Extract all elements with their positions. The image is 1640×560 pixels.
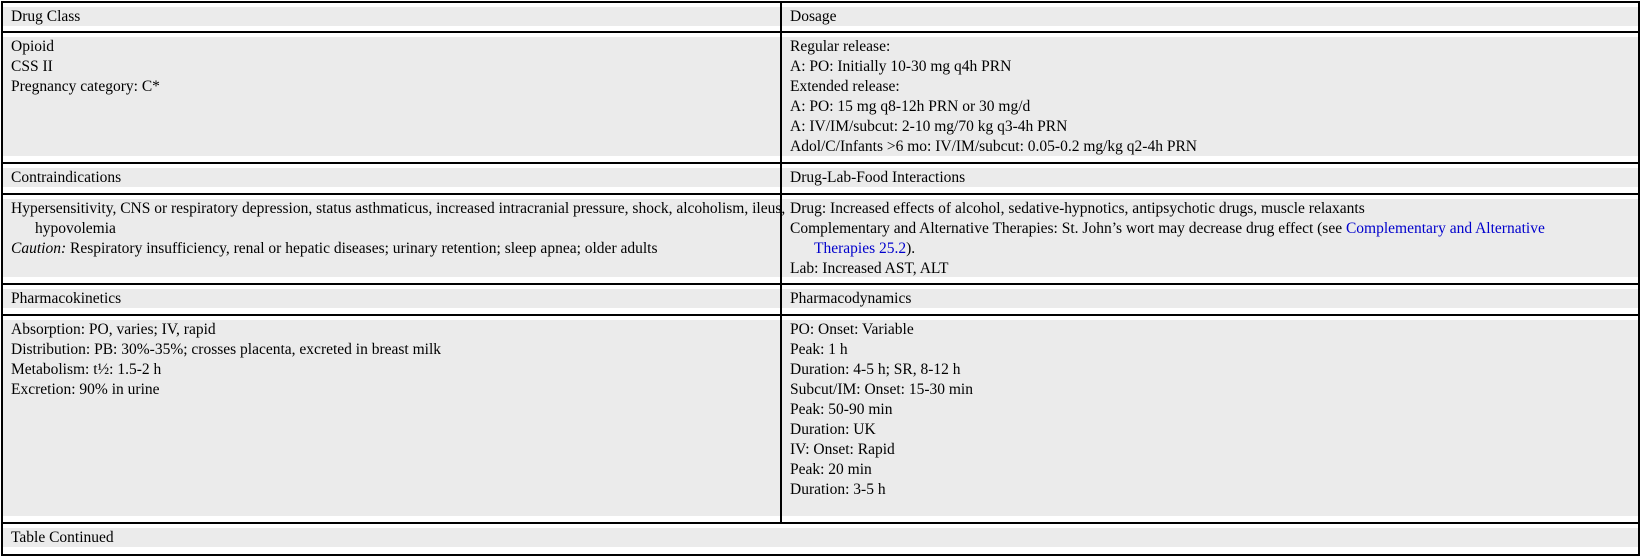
pharmacodynamics-line: Duration: 4-5 h; SR, 8-12 h	[790, 360, 961, 378]
dosage-line: A: IV/IM/subcut: 2-10 mg/70 kg q3-4h PRN	[790, 118, 1068, 136]
pharmacodynamics-line: Peak: 1 h	[790, 340, 848, 358]
dosage-line: A: PO: 15 mg q8-12h PRN or 30 mg/d	[790, 98, 1031, 116]
pharmacodynamics-header: Pharmacodynamics	[781, 284, 1639, 314]
drug-class-header: Drug Class	[2, 2, 781, 32]
drug-info-table	[1, 1, 1640, 556]
pharmacodynamics-line: IV: Onset: Rapid	[790, 440, 895, 458]
pharmacodynamics-line: Peak: 50-90 min	[790, 400, 893, 418]
pharmacokinetics-line: Distribution: PB: 30%-35%; crosses placenta, excreted in breast milk	[11, 340, 442, 358]
pharmacokinetics-line: Absorption: PO, varies; IV, rapid	[11, 320, 216, 338]
pharmacodynamics-line: Duration: 3-5 h	[790, 480, 886, 498]
contraindications-text: Hypersensitivity, CNS or respiratory depression, status asthmaticus, increased intracranial pressure, shock, alcoholism, ileus, hypovolemia	[11, 199, 786, 237]
dosage-header: Dosage	[781, 2, 1639, 32]
pharmacokinetics-line: Metabolism: t½: 1.5-2 h	[11, 360, 162, 378]
interactions-header: Drug-Lab-Food Interactions	[781, 163, 1639, 193]
dosage-line: A: PO: Initially 10-30 mg q4h PRN	[790, 58, 1012, 76]
caution-text: Caution: Respiratory insufficiency, renal or hepatic diseases; urinary retention; sleep apnea; older adults	[11, 239, 658, 257]
drug-class-line: Opioid	[11, 38, 55, 56]
dosage-line: Adol/C/Infants >6 mo: IV/IM/subcut: 0.05-0.2 mg/kg q2-4h PRN	[790, 138, 1197, 156]
contraindications-header: Contraindications	[2, 163, 781, 193]
dosage-cell	[781, 32, 1639, 163]
pharmacodynamics-line: Subcut/IM: Onset: 15-30 min	[790, 380, 973, 398]
pharmacokinetics-line: Excretion: 90% in urine	[11, 380, 160, 398]
pharmacokinetics-cell	[2, 315, 781, 523]
interaction-drug: Drug: Increased effects of alcohol, sedative-hypnotics, antipsychotic drugs, muscle relaxants	[790, 199, 1365, 217]
complementary-therapies-link[interactable]: Complementary and Alternative Therapies 25.2	[814, 219, 1545, 257]
caution-label: Caution:	[11, 239, 67, 257]
drug-class-line: Pregnancy category: C*	[11, 78, 160, 96]
interactions-cell	[781, 194, 1639, 284]
interaction-complementary: Complementary and Alternative Therapies: St. John’s wort may decrease drug effect (see Complementary and Alternative Therapies 25.2).	[790, 219, 1545, 257]
pharmacodynamics-line: PO: Onset: Variable	[790, 320, 914, 338]
pharmacokinetics-header: Pharmacokinetics	[2, 284, 781, 314]
drug-class-line: CSS II	[11, 58, 53, 76]
pharmacodynamics-line: Duration: UK	[790, 420, 876, 438]
dosage-line: Extended release:	[790, 78, 900, 96]
table-continued-footer: Table Continued	[2, 523, 1639, 556]
contraindications-cell	[2, 194, 786, 284]
interaction-lab: Lab: Increased AST, ALT	[790, 259, 949, 277]
pharmacodynamics-cell	[781, 315, 1639, 523]
pharmacodynamics-line: Peak: 20 min	[790, 460, 872, 478]
drug-class-cell	[2, 32, 781, 163]
dosage-line: Regular release:	[790, 38, 891, 56]
